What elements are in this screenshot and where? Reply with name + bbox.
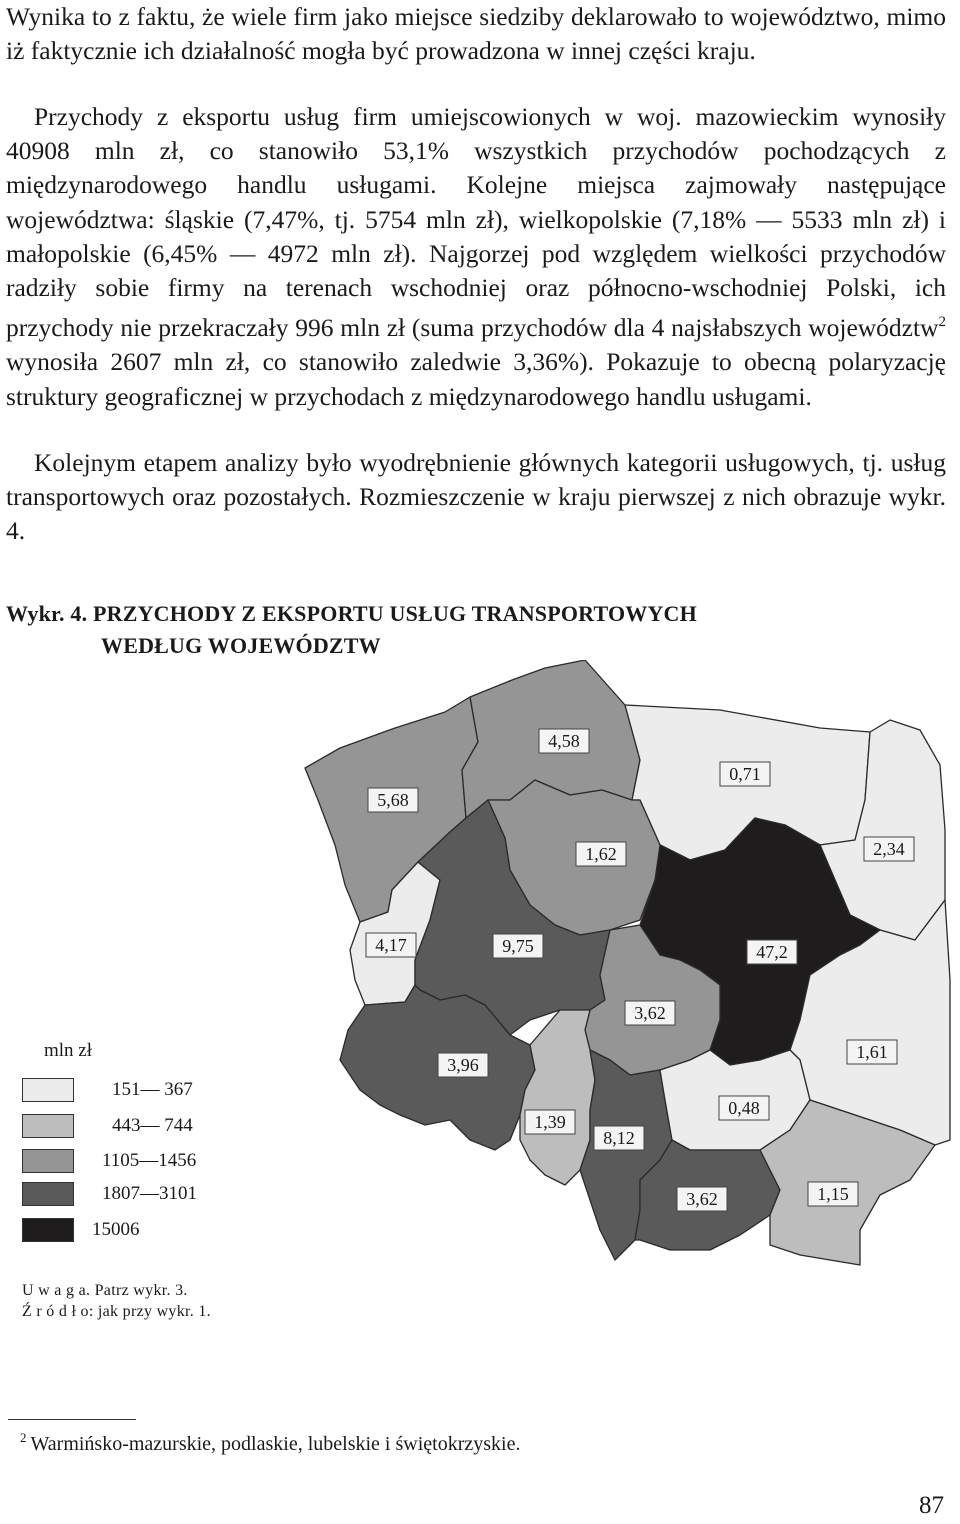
- footnote-marker: 2: [20, 1430, 27, 1445]
- legend-label-5: 15006: [92, 1219, 140, 1240]
- legend-label-2: 443— 744: [112, 1115, 193, 1136]
- value-label-text: 47,2: [756, 942, 788, 962]
- footnote-divider: [8, 1419, 136, 1420]
- value-label-opolskie: [525, 1110, 575, 1134]
- note-uwaga: U w a g a. Patrz wykr. 3.: [22, 1282, 188, 1299]
- legend-swatch-4: [22, 1182, 74, 1206]
- value-label-slaskie: [594, 1126, 644, 1150]
- legend-swatch-5: [22, 1218, 74, 1242]
- legend-item-2: [22, 1114, 282, 1140]
- legend-item-5: [22, 1218, 282, 1244]
- value-label-lubuskie: [366, 933, 416, 957]
- figure-title: [6, 598, 697, 662]
- value-label-mazowieckie: [747, 940, 797, 964]
- legend-item-4: [22, 1182, 282, 1208]
- legend-swatch-1: [22, 1078, 74, 1102]
- value-label-text: 3,62: [634, 1003, 666, 1023]
- value-label-malopolskie: [677, 1187, 727, 1211]
- value-label-podlaskie: [864, 837, 914, 861]
- paragraph-2-part-b: wynosiła 2607 mln zł, co stanowiło zaledwie 3,36%). Pokazuje to obecną polaryzację struktury geograficznej w przychodach z międzynarodowego handlu usługami.: [6, 347, 946, 411]
- value-label-text: 1,61: [856, 1042, 888, 1062]
- value-label-zachodniopomorskie: [368, 788, 418, 812]
- value-label-podkarpackie: [808, 1182, 858, 1206]
- value-label-text: 8,12: [603, 1128, 635, 1148]
- page-number: 87: [919, 1492, 944, 1519]
- legend-label-4: 1807—3101: [102, 1183, 197, 1204]
- value-label-text: 0,48: [728, 1098, 760, 1118]
- note-source: Ź r ó d ł o: jak przy wykr. 1.: [22, 1303, 211, 1320]
- value-label-text: 2,34: [873, 839, 905, 859]
- value-label-text: 3,62: [686, 1189, 718, 1209]
- figure-title-line-2: WEDŁUG WOJEWÓDZTW: [101, 633, 381, 658]
- value-label-text: 9,75: [502, 936, 534, 956]
- value-label-text: 3,96: [447, 1055, 479, 1075]
- value-label-kujawsko-pomorskie: [576, 842, 626, 866]
- value-label-dolnoslaskie: [438, 1053, 488, 1077]
- legend-swatch-3: [22, 1149, 74, 1173]
- value-label-text: 1,62: [585, 844, 617, 864]
- value-label-swietokrzyskie: [719, 1096, 769, 1120]
- legend-item-3: [22, 1149, 282, 1175]
- footnote-text: Warmińsko-mazurskie, podlaskie, lubelskie i świętokrzyskie.: [30, 1433, 521, 1455]
- paragraph-3: [6, 446, 946, 549]
- legend-title: mln zł: [44, 1040, 93, 1061]
- figure-title-line-1: Wykr. 4. PRZYCHODY Z EKSPORTU USŁUG TRANSPORTOWYCH: [6, 601, 697, 626]
- value-label-text: 4,17: [375, 935, 407, 955]
- value-label-text: 0,71: [729, 764, 761, 784]
- value-label-lodzkie: [625, 1001, 675, 1025]
- legend-label-1: 151— 367: [112, 1079, 193, 1100]
- legend-swatch-2: [22, 1114, 74, 1138]
- value-label-text: 4,58: [548, 731, 580, 751]
- legend-item-1: [22, 1078, 282, 1104]
- footnote-reference: 2: [938, 314, 946, 331]
- value-label-wielkopolskie: [493, 934, 543, 958]
- value-label-text: 5,68: [377, 790, 409, 810]
- paragraph-3-text: Kolejnym etapem analizy było wyodrębnienie głównych kategorii usługowych, tj. usług transportowych oraz pozostałych. Rozmieszczenie w kraju pierwszej z nich obrazuje wykr. 4.: [6, 448, 946, 546]
- value-label-text: 1,15: [817, 1184, 849, 1204]
- footnote: [20, 1430, 520, 1456]
- legend-label-3: 1105—1456: [102, 1150, 197, 1171]
- value-label-pomorskie: [539, 729, 589, 753]
- value-label-text: 1,39: [534, 1112, 566, 1132]
- value-label-lubelskie: [847, 1040, 897, 1064]
- value-label-warminsko-mazurskie: [720, 762, 770, 786]
- paragraph-2: [6, 100, 946, 414]
- paragraph-2-part-a: Przychody z eksportu usług firm umiejscowionych w woj. mazowieckim wynosiły 40908 mln zł, co stanowiło 53,1% wszystkich przychodów pochodzących z międzynarodowego handlu usługami. Kolejne miejsca zajmowały następujące województwa: śląskie (7,47%, tj. 5754 mln zł), wielkopolskie (7,18% — 5533 mln zł) i małopolskie (6,45% — 4972 mln zł). Najgorzej pod względem wielkości przychodów radziły sobie firmy na terenach wschodniej oraz północno-wschodniej Polski, ich przychody nie przekraczały 996 mln zł (suma przychodów dla 4 najsłabszych województw: [6, 102, 946, 343]
- paragraph-1: Wynika to z faktu, że wiele firm jako miejsce siedziby deklarowało to województwo, mimo iż faktycznie ich działalność mogła być prowadzona w innej części kraju.: [6, 2, 946, 66]
